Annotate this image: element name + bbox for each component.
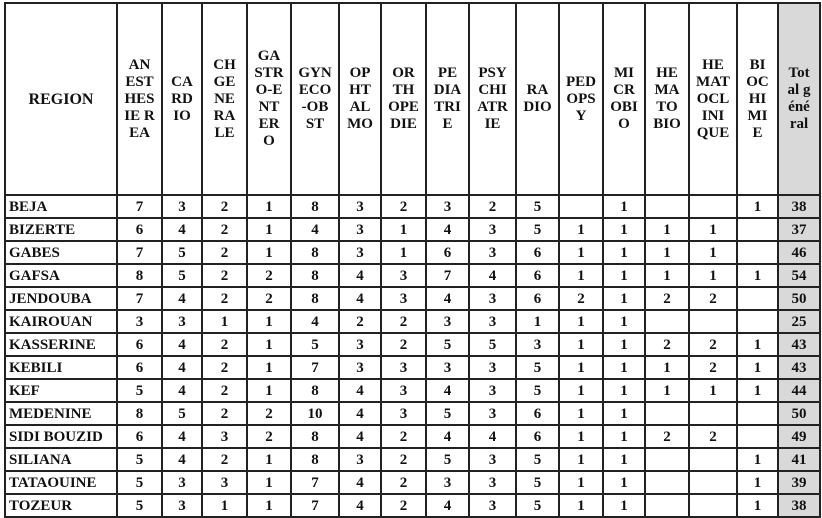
cell-chgenerale: 1: [202, 310, 247, 333]
cell-anesthesie: 6: [117, 218, 162, 241]
cell-cardio: 5: [162, 264, 202, 287]
cell-gyneco: 7: [291, 471, 339, 494]
cell-pedopsy: 1: [559, 310, 603, 333]
cell-ophtalmo: 3: [339, 333, 381, 356]
cell-anesthesie: 6: [117, 356, 162, 379]
cell-pedopsy: 2: [559, 287, 603, 310]
cell-chgenerale: 2: [202, 379, 247, 402]
cell-psychiatrie: 4: [469, 264, 516, 287]
cell-orthopedie: 2: [381, 310, 426, 333]
cell-pediatrie: 4: [426, 425, 469, 448]
cell-gyneco: 8: [291, 379, 339, 402]
cell-ophtalmo: 4: [339, 425, 381, 448]
cell-hematoclinique: 2: [689, 425, 737, 448]
column-header-gastro: GASTRO-ENTERO: [247, 3, 291, 195]
cell-microbio: 1: [603, 402, 645, 425]
cell-psychiatrie: 2: [469, 195, 516, 218]
cell-pedopsy: 1: [559, 241, 603, 264]
cell-microbio: 1: [603, 241, 645, 264]
cell-hematobio: [645, 402, 689, 425]
cell-total: 50: [778, 287, 820, 310]
cell-ophtalmo: 3: [339, 241, 381, 264]
cell-orthopedie: 2: [381, 494, 426, 517]
cell-ophtalmo: 3: [339, 195, 381, 218]
cell-radio: 6: [516, 425, 559, 448]
cell-biochimie: 1: [737, 494, 778, 517]
cell-cardio: 4: [162, 218, 202, 241]
cell-biochimie: 1: [737, 356, 778, 379]
cell-hematobio: 2: [645, 333, 689, 356]
cell-hematobio: 1: [645, 379, 689, 402]
cell-gastro: 1: [247, 310, 291, 333]
cell-cardio: 4: [162, 333, 202, 356]
cell-total: 44: [778, 379, 820, 402]
cell-anesthesie: 6: [117, 333, 162, 356]
cell-anesthesie: 5: [117, 471, 162, 494]
cell-psychiatrie: 5: [469, 333, 516, 356]
cell-psychiatrie: 3: [469, 218, 516, 241]
table-header: [5, 3, 820, 195]
cell-psychiatrie: 3: [469, 356, 516, 379]
cell-gyneco: 10: [291, 402, 339, 425]
cell-total: 38: [778, 195, 820, 218]
cell-hematobio: [645, 471, 689, 494]
cell-total: 50: [778, 402, 820, 425]
column-header-microbio: MICROBIO: [603, 3, 645, 195]
cell-cardio: 4: [162, 379, 202, 402]
cell-total: 46: [778, 241, 820, 264]
cell-hematoclinique: 1: [689, 241, 737, 264]
cell-pediatrie: 3: [426, 310, 469, 333]
cell-microbio: 1: [603, 195, 645, 218]
region-cell: BIZERTE: [5, 218, 117, 241]
cell-chgenerale: 2: [202, 448, 247, 471]
cell-pediatrie: 4: [426, 379, 469, 402]
cell-gyneco: 8: [291, 287, 339, 310]
cell-pediatrie: 3: [426, 356, 469, 379]
cell-gyneco: 8: [291, 425, 339, 448]
cell-anesthesie: 5: [117, 494, 162, 517]
cell-ophtalmo: 4: [339, 379, 381, 402]
table-row: [5, 264, 820, 287]
cell-anesthesie: 7: [117, 241, 162, 264]
cell-microbio: 1: [603, 218, 645, 241]
cell-psychiatrie: 3: [469, 241, 516, 264]
table-row: [5, 310, 820, 333]
cell-gyneco: 4: [291, 310, 339, 333]
cell-microbio: 1: [603, 471, 645, 494]
cell-biochimie: [737, 241, 778, 264]
cell-total: 38: [778, 494, 820, 517]
cell-orthopedie: 3: [381, 287, 426, 310]
cell-hematobio: 2: [645, 425, 689, 448]
cell-chgenerale: 3: [202, 425, 247, 448]
cell-hematobio: [645, 494, 689, 517]
cell-hematobio: [645, 195, 689, 218]
cell-gastro: 1: [247, 195, 291, 218]
cell-orthopedie: 3: [381, 356, 426, 379]
cell-radio: 5: [516, 379, 559, 402]
cell-radio: 1: [516, 310, 559, 333]
column-header-total: Total général: [778, 3, 820, 195]
cell-hematoclinique: [689, 494, 737, 517]
cell-pediatrie: 4: [426, 287, 469, 310]
cell-hematobio: [645, 448, 689, 471]
cell-pedopsy: [559, 195, 603, 218]
column-header-hematoclinique: HEMATOCLINIQUE: [689, 3, 737, 195]
cell-microbio: 1: [603, 448, 645, 471]
region-cell: JENDOUBA: [5, 287, 117, 310]
cell-biochimie: [737, 425, 778, 448]
cell-pedopsy: 1: [559, 333, 603, 356]
cell-hematoclinique: 1: [689, 264, 737, 287]
cell-anesthesie: 7: [117, 195, 162, 218]
cell-chgenerale: 3: [202, 471, 247, 494]
cell-gastro: 2: [247, 425, 291, 448]
cell-psychiatrie: 3: [469, 287, 516, 310]
region-cell: GAFSA: [5, 264, 117, 287]
cell-hematoclinique: [689, 402, 737, 425]
cell-total: 43: [778, 356, 820, 379]
cell-gyneco: 8: [291, 195, 339, 218]
cell-orthopedie: 3: [381, 379, 426, 402]
cell-orthopedie: 1: [381, 218, 426, 241]
cell-chgenerale: 2: [202, 333, 247, 356]
cell-hematobio: 1: [645, 356, 689, 379]
cell-hematoclinique: [689, 448, 737, 471]
cell-cardio: 4: [162, 448, 202, 471]
cell-biochimie: [737, 402, 778, 425]
cell-hematoclinique: 2: [689, 287, 737, 310]
cell-pedopsy: 1: [559, 425, 603, 448]
cell-pedopsy: 1: [559, 402, 603, 425]
column-header-radio: RADIO: [516, 3, 559, 195]
cell-pediatrie: 3: [426, 471, 469, 494]
cell-hematoclinique: 2: [689, 333, 737, 356]
cell-chgenerale: 2: [202, 218, 247, 241]
cell-radio: 5: [516, 494, 559, 517]
table-row: [5, 494, 820, 517]
cell-gyneco: 5: [291, 333, 339, 356]
cell-ophtalmo: 3: [339, 356, 381, 379]
cell-orthopedie: 3: [381, 402, 426, 425]
column-header-pediatrie: PEDIATRIE: [426, 3, 469, 195]
cell-radio: 6: [516, 402, 559, 425]
cell-cardio: 3: [162, 471, 202, 494]
cell-hematoclinique: 1: [689, 379, 737, 402]
cell-pediatrie: 6: [426, 241, 469, 264]
cell-gastro: 1: [247, 448, 291, 471]
cell-total: 39: [778, 471, 820, 494]
cell-orthopedie: 2: [381, 448, 426, 471]
cell-pedopsy: 1: [559, 379, 603, 402]
table-row: [5, 379, 820, 402]
cell-microbio: 1: [603, 494, 645, 517]
cell-chgenerale: 2: [202, 287, 247, 310]
table-row: [5, 241, 820, 264]
cell-radio: 5: [516, 218, 559, 241]
column-header-psychiatrie: PSYCHIATRIE: [469, 3, 516, 195]
cell-gastro: 1: [247, 494, 291, 517]
cell-gyneco: 8: [291, 448, 339, 471]
cell-ophtalmo: 4: [339, 287, 381, 310]
column-header-chgenerale: CHGENERALE: [202, 3, 247, 195]
cell-pedopsy: 1: [559, 448, 603, 471]
cell-ophtalmo: 4: [339, 471, 381, 494]
cell-hematobio: 1: [645, 241, 689, 264]
cell-psychiatrie: 3: [469, 471, 516, 494]
cell-total: 25: [778, 310, 820, 333]
cell-gastro: 1: [247, 379, 291, 402]
region-cell: SIDI BOUZID: [5, 425, 117, 448]
cell-gyneco: 4: [291, 218, 339, 241]
cell-pediatrie: 5: [426, 333, 469, 356]
cell-orthopedie: 1: [381, 241, 426, 264]
cell-microbio: 1: [603, 287, 645, 310]
cell-pedopsy: 1: [559, 356, 603, 379]
cell-microbio: 1: [603, 425, 645, 448]
cell-gyneco: 8: [291, 264, 339, 287]
cell-cardio: 4: [162, 287, 202, 310]
cell-psychiatrie: 3: [469, 310, 516, 333]
column-header-cardio: CARDIO: [162, 3, 202, 195]
cell-radio: 6: [516, 264, 559, 287]
cell-pediatrie: 7: [426, 264, 469, 287]
region-cell: MEDENINE: [5, 402, 117, 425]
cell-radio: 5: [516, 471, 559, 494]
column-header-gyneco: GYNECO-OBST: [291, 3, 339, 195]
cell-anesthesie: 3: [117, 310, 162, 333]
column-header-hematobio: HEMATOBIO: [645, 3, 689, 195]
cell-radio: 5: [516, 356, 559, 379]
region-cell: KAIROUAN: [5, 310, 117, 333]
cell-gyneco: 8: [291, 241, 339, 264]
region-cell: TOZEUR: [5, 494, 117, 517]
cell-ophtalmo: 4: [339, 494, 381, 517]
cell-ophtalmo: 4: [339, 402, 381, 425]
region-cell: GABES: [5, 241, 117, 264]
cell-chgenerale: 2: [202, 264, 247, 287]
cell-anesthesie: 6: [117, 425, 162, 448]
cell-gastro: 2: [247, 287, 291, 310]
cell-orthopedie: 3: [381, 264, 426, 287]
cell-cardio: 4: [162, 425, 202, 448]
table-row: [5, 356, 820, 379]
cell-biochimie: [737, 218, 778, 241]
cell-gastro: 1: [247, 471, 291, 494]
cell-cardio: 5: [162, 241, 202, 264]
region-cell: KASSERINE: [5, 333, 117, 356]
cell-total: 41: [778, 448, 820, 471]
table-row: [5, 287, 820, 310]
cell-microbio: 1: [603, 264, 645, 287]
cell-biochimie: [737, 310, 778, 333]
cell-total: 37: [778, 218, 820, 241]
cell-pediatrie: 3: [426, 195, 469, 218]
cell-gastro: 1: [247, 241, 291, 264]
cell-orthopedie: 2: [381, 471, 426, 494]
cell-gyneco: 7: [291, 356, 339, 379]
cell-hematoclinique: [689, 310, 737, 333]
cell-biochimie: 1: [737, 195, 778, 218]
cell-anesthesie: 5: [117, 379, 162, 402]
cell-pedopsy: 1: [559, 264, 603, 287]
cell-chgenerale: 2: [202, 241, 247, 264]
cell-radio: 3: [516, 333, 559, 356]
cell-psychiatrie: 3: [469, 402, 516, 425]
cell-cardio: 5: [162, 402, 202, 425]
column-header-pedopsy: PEDOPSY: [559, 3, 603, 195]
cell-hematoclinique: [689, 471, 737, 494]
cell-microbio: 1: [603, 333, 645, 356]
cell-pediatrie: 4: [426, 494, 469, 517]
cell-cardio: 4: [162, 356, 202, 379]
cell-biochimie: 1: [737, 333, 778, 356]
cell-hematobio: 2: [645, 287, 689, 310]
cell-psychiatrie: 3: [469, 448, 516, 471]
region-cell: SILIANA: [5, 448, 117, 471]
table-row: [5, 195, 820, 218]
cell-pediatrie: 5: [426, 448, 469, 471]
cell-biochimie: [737, 287, 778, 310]
cell-ophtalmo: 3: [339, 218, 381, 241]
cell-anesthesie: 7: [117, 287, 162, 310]
cell-gastro: 1: [247, 333, 291, 356]
header-row: [5, 3, 820, 195]
column-header-ophtalmo: OPHTALMO: [339, 3, 381, 195]
table-row: [5, 425, 820, 448]
table-row: [5, 448, 820, 471]
column-header-region: REGION: [5, 3, 117, 195]
cell-orthopedie: 2: [381, 425, 426, 448]
cell-orthopedie: 2: [381, 195, 426, 218]
table-row: [5, 333, 820, 356]
region-cell: KEBILI: [5, 356, 117, 379]
cell-cardio: 3: [162, 310, 202, 333]
cell-pediatrie: 4: [426, 218, 469, 241]
cell-radio: 5: [516, 448, 559, 471]
cell-microbio: 1: [603, 310, 645, 333]
cell-ophtalmo: 4: [339, 264, 381, 287]
column-header-anesthesie: ANESTHESIE REA: [117, 3, 162, 195]
cell-radio: 6: [516, 287, 559, 310]
cell-biochimie: 1: [737, 448, 778, 471]
cell-chgenerale: 2: [202, 402, 247, 425]
residency-distribution-table: [4, 2, 821, 518]
cell-gastro: 2: [247, 402, 291, 425]
cell-psychiatrie: 3: [469, 379, 516, 402]
cell-ophtalmo: 2: [339, 310, 381, 333]
table-row: [5, 218, 820, 241]
cell-ophtalmo: 3: [339, 448, 381, 471]
column-header-orthopedie: ORTHOPEDIE: [381, 3, 426, 195]
cell-biochimie: 1: [737, 379, 778, 402]
cell-gyneco: 7: [291, 494, 339, 517]
cell-cardio: 3: [162, 494, 202, 517]
cell-anesthesie: 8: [117, 264, 162, 287]
cell-radio: 5: [516, 195, 559, 218]
table-row: [5, 402, 820, 425]
cell-pedopsy: 1: [559, 471, 603, 494]
cell-total: 43: [778, 333, 820, 356]
cell-biochimie: 1: [737, 471, 778, 494]
cell-anesthesie: 5: [117, 448, 162, 471]
cell-biochimie: 1: [737, 264, 778, 287]
cell-gastro: 1: [247, 218, 291, 241]
cell-total: 54: [778, 264, 820, 287]
cell-chgenerale: 2: [202, 356, 247, 379]
cell-chgenerale: 1: [202, 494, 247, 517]
cell-hematoclinique: 2: [689, 356, 737, 379]
cell-hematobio: 1: [645, 264, 689, 287]
cell-psychiatrie: 3: [469, 494, 516, 517]
table-row: [5, 471, 820, 494]
region-cell: TATAOUINE: [5, 471, 117, 494]
cell-chgenerale: 2: [202, 195, 247, 218]
cell-cardio: 3: [162, 195, 202, 218]
cell-pedopsy: 1: [559, 218, 603, 241]
cell-pedopsy: 1: [559, 494, 603, 517]
cell-hematoclinique: 1: [689, 218, 737, 241]
cell-microbio: 1: [603, 379, 645, 402]
cell-orthopedie: 2: [381, 333, 426, 356]
cell-anesthesie: 8: [117, 402, 162, 425]
cell-total: 49: [778, 425, 820, 448]
cell-hematobio: 1: [645, 218, 689, 241]
cell-radio: 6: [516, 241, 559, 264]
column-header-biochimie: BIOCHIMIE: [737, 3, 778, 195]
cell-hematoclinique: [689, 195, 737, 218]
cell-gastro: 1: [247, 356, 291, 379]
cell-microbio: 1: [603, 356, 645, 379]
table-body: [5, 195, 820, 517]
cell-psychiatrie: 4: [469, 425, 516, 448]
cell-hematobio: [645, 310, 689, 333]
region-cell: KEF: [5, 379, 117, 402]
region-cell: BEJA: [5, 195, 117, 218]
cell-pediatrie: 5: [426, 402, 469, 425]
cell-gastro: 2: [247, 264, 291, 287]
